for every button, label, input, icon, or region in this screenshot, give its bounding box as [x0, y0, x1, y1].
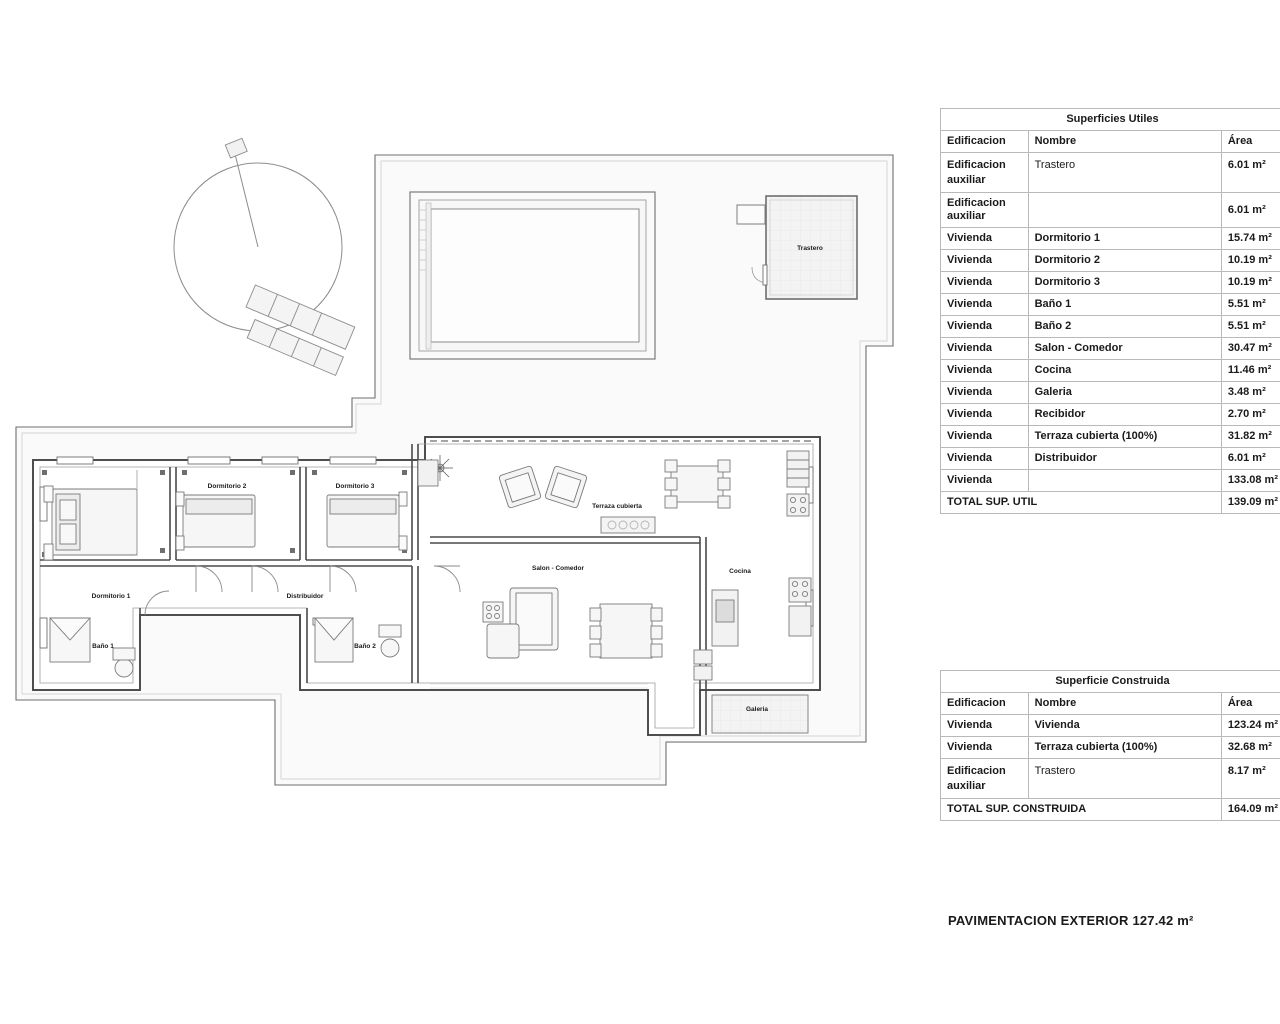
table-row [941, 228, 1280, 250]
cell-area: 133.08 m² [1221, 470, 1280, 492]
cell-edificacion: Vivienda [941, 250, 1029, 272]
table-row [941, 316, 1280, 338]
cell-area: 32.68 m² [1221, 737, 1280, 759]
cell-area: 15.74 m² [1221, 228, 1280, 250]
cell-nombre: Dormitorio 3 [1028, 272, 1221, 294]
cell-area: 123.24 m² [1221, 715, 1280, 737]
table-row-subtotal [941, 470, 1280, 492]
cell-edificacion: Vivienda [941, 316, 1029, 338]
table-row [941, 426, 1280, 448]
table-row [941, 448, 1280, 470]
cell-nombre: Terraza cubierta (100%) [1028, 737, 1221, 759]
cell-nombre: Terraza cubierta (100%) [1028, 426, 1221, 448]
cell-area: 5.51 m² [1221, 294, 1280, 316]
cell-nombre: Vivienda [1028, 715, 1221, 737]
cell-nombre: Recibidor [1028, 404, 1221, 426]
table-title-row [941, 671, 1280, 693]
col-header-edificacion: Edificacion [941, 693, 1029, 715]
cell-edificacion: Vivienda [941, 360, 1029, 382]
cell-area: 10.19 m² [1221, 272, 1280, 294]
table-row [941, 382, 1280, 404]
cell-nombre: Cocina [1028, 360, 1221, 382]
total-value: 139.09 m² [1221, 492, 1280, 514]
plan-label-galeria: Galeria [745, 706, 769, 713]
cell-nombre: Baño 2 [1028, 316, 1221, 338]
cell-nombre [1028, 470, 1221, 492]
plan-label-distribuidor: Distribuidor [286, 593, 324, 600]
cell-area: 11.46 m² [1221, 360, 1280, 382]
table-row [941, 250, 1280, 272]
col-header-area: Área [1221, 131, 1280, 153]
plan-label-cocina: Cocina [729, 568, 751, 575]
superficie-construida-table [940, 670, 1280, 821]
table-header-row [941, 131, 1280, 153]
superficies-utiles-table [940, 108, 1280, 514]
cell-edificacion: Vivienda [941, 715, 1029, 737]
table-row [941, 272, 1280, 294]
table-title: Superficie Construida [941, 671, 1280, 693]
cell-edificacion: Edificacion auxiliar [941, 153, 1029, 193]
table-row [941, 759, 1280, 799]
plan-label-dormitorio-2: Dormitorio 2 [207, 483, 247, 490]
cell-area: 3.48 m² [1221, 382, 1280, 404]
cell-nombre: Galeria [1028, 382, 1221, 404]
table-row [941, 737, 1280, 759]
cell-nombre: Trastero [1028, 759, 1221, 799]
total-label: TOTAL SUP. UTIL [941, 492, 1222, 514]
table-row-total [941, 492, 1280, 514]
cell-area: 6.01 m² [1221, 153, 1280, 193]
table-row [941, 153, 1280, 193]
cell-nombre: Trastero [1028, 153, 1221, 193]
table-title-row [941, 109, 1280, 131]
cell-edificacion: Vivienda [941, 448, 1029, 470]
table-title: Superficies Utiles [941, 109, 1280, 131]
plan-label-trastero: Trastero [797, 245, 823, 252]
cell-nombre: Dormitorio 1 [1028, 228, 1221, 250]
cell-edificacion: Vivienda [941, 382, 1029, 404]
cell-area: 31.82 m² [1221, 426, 1280, 448]
cell-edificacion: Vivienda [941, 470, 1029, 492]
table-row-total [941, 799, 1280, 821]
table-row [941, 360, 1280, 382]
plan-label-terraza-cubierta: Terraza cubierta [592, 503, 642, 510]
col-header-edificacion: Edificacion [941, 131, 1029, 153]
plan-label-bano-1: Baño 1 [92, 643, 114, 650]
cell-area: 2.70 m² [1221, 404, 1280, 426]
cell-nombre [1028, 193, 1221, 228]
cell-edificacion: Vivienda [941, 272, 1029, 294]
cell-area: 8.17 m² [1221, 759, 1280, 799]
plan-label-dormitorio-1: Dormitorio 1 [91, 593, 131, 600]
cell-edificacion: Vivienda [941, 294, 1029, 316]
table-superficies-utiles [940, 108, 1280, 514]
cell-edificacion: Vivienda [941, 426, 1029, 448]
cell-edificacion: Edificacion auxiliar [941, 759, 1029, 799]
cell-edificacion: Edificacion auxiliar [941, 193, 1029, 228]
col-header-nombre: Nombre [1028, 693, 1221, 715]
plan-label-salon-comedor: Salon - Comedor [531, 565, 585, 572]
plan-label-bano-2: Baño 2 [354, 643, 376, 650]
col-header-nombre: Nombre [1028, 131, 1221, 153]
table-row [941, 338, 1280, 360]
table-header-row [941, 693, 1280, 715]
cell-edificacion: Vivienda [941, 338, 1029, 360]
cell-area: 5.51 m² [1221, 316, 1280, 338]
cell-nombre: Baño 1 [1028, 294, 1221, 316]
table-row [941, 404, 1280, 426]
cell-nombre: Salon - Comedor [1028, 338, 1221, 360]
cell-area: 10.19 m² [1221, 250, 1280, 272]
cell-nombre: Dormitorio 2 [1028, 250, 1221, 272]
table-row [941, 715, 1280, 737]
col-header-area: Área [1221, 693, 1280, 715]
cell-area: 30.47 m² [1221, 338, 1280, 360]
table-row-subtotal [941, 193, 1280, 228]
total-value: 164.09 m² [1221, 799, 1280, 821]
cell-area: 6.01 m² [1221, 448, 1280, 470]
table-row [941, 294, 1280, 316]
cell-edificacion: Vivienda [941, 228, 1029, 250]
cell-edificacion: Vivienda [941, 404, 1029, 426]
table-superficie-construida [940, 670, 1280, 821]
cell-area: 6.01 m² [1221, 193, 1280, 228]
total-label: TOTAL SUP. CONSTRUIDA [941, 799, 1222, 821]
cell-nombre: Distribuidor [1028, 448, 1221, 470]
plan-label-dormitorio-3: Dormitorio 3 [335, 483, 375, 490]
cell-edificacion: Vivienda [941, 737, 1029, 759]
pavimentacion-exterior-note: PAVIMENTACION EXTERIOR 127.42 m² [948, 913, 1194, 928]
